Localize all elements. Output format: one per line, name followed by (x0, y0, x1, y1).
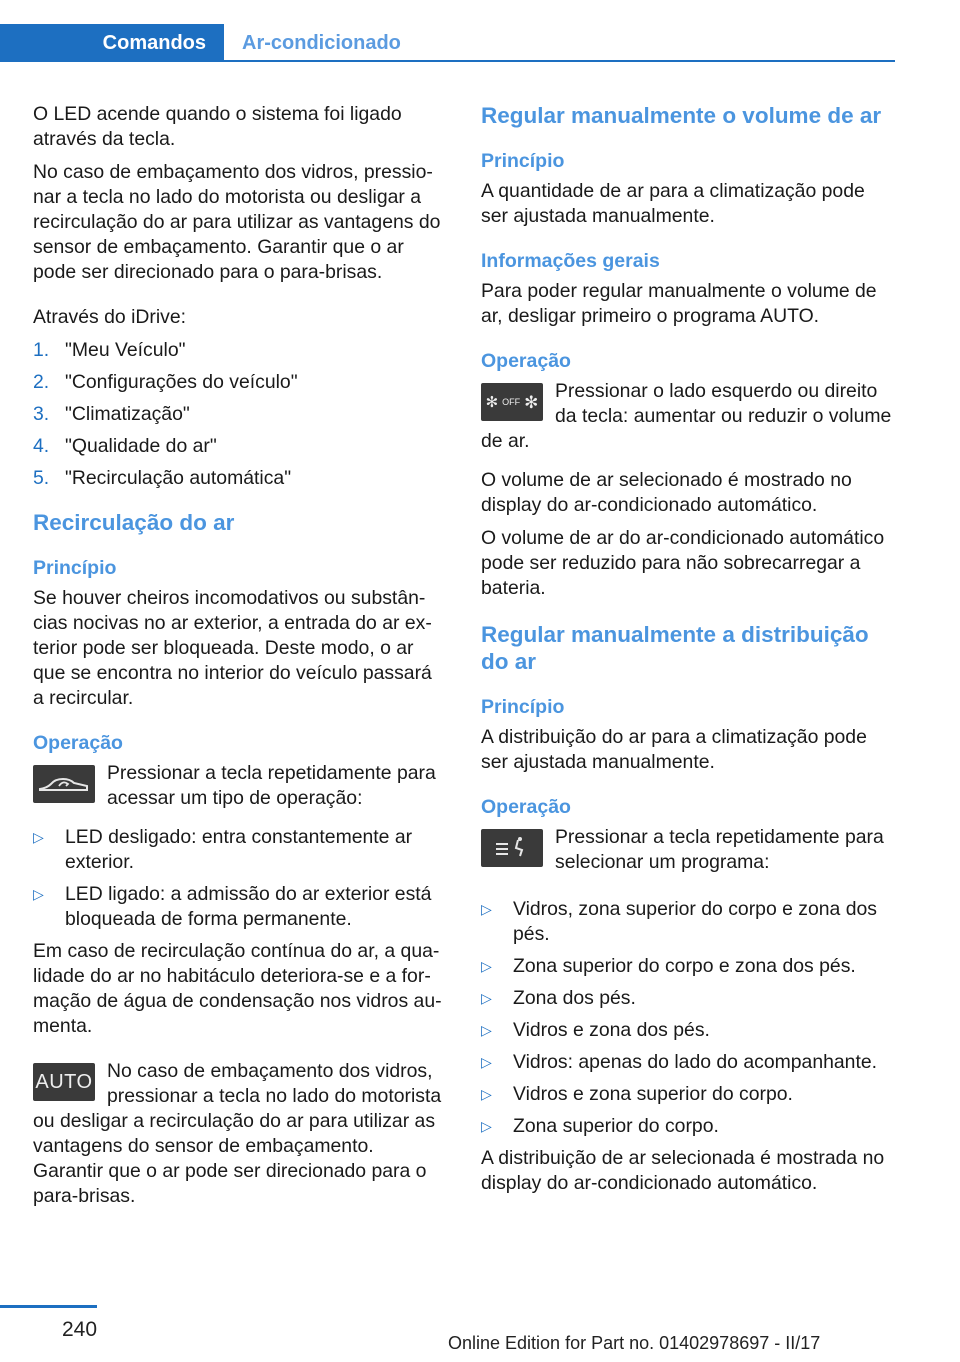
fan-large-icon: ✻ (524, 392, 539, 412)
step-item (33, 370, 447, 395)
step-item (33, 402, 447, 427)
list-item (481, 986, 895, 1011)
idrive-steps (33, 338, 447, 491)
subheading-operacao: Operação (481, 350, 571, 372)
header-rule (0, 60, 895, 62)
step-number: 3. (33, 403, 50, 425)
list-item-text: Zona superior do corpo e zona dos pés. (513, 955, 856, 977)
step-text: "Recirculação automática" (65, 467, 292, 489)
list-item-text: Vidros e zona superior do corpo. (513, 1083, 793, 1105)
air-distribution-key-icon (481, 829, 543, 867)
air-distribution-icon (492, 836, 532, 860)
step-text: "Climatização" (65, 403, 190, 425)
edition-footer: Online Edition for Part no. 01402978697 - II/17 (448, 1333, 821, 1353)
paragraph-operacao-volume: Pressionar o lado esquerdo ou direito da tecla: aumentar ou reduzir o volume de ar. (481, 380, 892, 452)
list-item-text: Vidros, zona superior do corpo e zona dos pés. (513, 898, 877, 945)
step-item (33, 338, 447, 363)
paragraph-embacamento: No caso de embaçamento dos vidros, pressionar a tecla no lado do motorista ou desligar a recirculação do ar para utilizar as vantagens do sensor de embaçamento. Garantir que o ar pode ser direcionado para o para-brisas. (33, 161, 441, 283)
paragraph-auto: No caso de embaçamento dos vidros, pressionar a tecla no lado do motorista ou desligar a recirculação do ar para utilizar as vantagens do sensor de embaçamento. Garantir que o ar pode ser direcionado para o para-brisas. (33, 1060, 442, 1207)
paragraph-principio: Se houver cheiros incomodativos ou substâncias nocivas no ar exterior, a entrada do ar exterior pode ser bloqueada. Deste modo, o ar que se encontra no interior do veículo passará a recircular. (33, 587, 432, 709)
list-item-text: Zona superior do corpo. (513, 1115, 719, 1137)
left-column (33, 102, 447, 1223)
paragraph-operacao: Pressionar a tecla repetidamente para acessar um tipo de operação: (107, 762, 436, 809)
page-header (0, 0, 960, 62)
list-item (481, 1050, 895, 1075)
auto-key-label: AUTO (35, 1070, 93, 1093)
header-tab-ar-condicionado: Ar-condicionado (242, 31, 401, 54)
step-item (33, 434, 447, 459)
right-column (481, 102, 895, 1204)
triangle-bullet-icon: ▷ (33, 829, 44, 845)
paragraph-operacao-distribuicao: Pressionar a tecla repetidamente para selecionar um programa: (555, 826, 884, 873)
step-number: 4. (33, 435, 50, 457)
program-list (481, 897, 895, 1139)
heading-distribuicao-ar: Regular manualmente a distribuição do ar (481, 622, 869, 674)
triangle-bullet-icon: ▷ (481, 1022, 492, 1038)
heading-volume-ar: Regular manualmente o volume de ar (481, 103, 882, 128)
paragraph-distribuicao-display: A distribuição de ar selecionada é mostrada no display do ar-condicionado automático. (481, 1147, 885, 1194)
list-item (481, 897, 895, 947)
triangle-bullet-icon: ▷ (481, 958, 492, 974)
fan-key-off-label: OFF (502, 396, 521, 407)
paragraph-volume-bateria: O volume de ar do ar-condicionado automático pode ser reduzido para não sobrecarregar a bateria. (481, 527, 885, 599)
paragraph-principio-volume: A quantidade de ar para a climatização pode ser ajustada manualmente. (481, 180, 865, 227)
triangle-bullet-icon: ▷ (481, 901, 492, 917)
subheading-operacao: Operação (481, 796, 571, 818)
distribution-key-row (481, 825, 895, 883)
led-states-list (33, 825, 447, 932)
subheading-principio: Princípio (481, 150, 565, 172)
paragraph-principio-distribuicao: A distribuição do ar para a climatização pode ser ajustada manualmente. (481, 726, 867, 773)
list-item-text: LED desligado: entra constantemente ar exterior. (65, 826, 413, 873)
paragraph-recirculacao-continua: Em caso de recirculação contínua do ar, a qualidade do ar no habitáculo deteriora-se e a formação de água de condensação nos vidros aumenta. (33, 940, 442, 1037)
step-text: "Meu Veículo" (65, 339, 186, 361)
list-item-text: Vidros: apenas do lado do acompanhante. (513, 1051, 878, 1073)
auto-key-icon (33, 1063, 95, 1101)
auto-key-row (33, 1059, 447, 1217)
recirculation-icon (33, 765, 95, 803)
step-text: "Configurações do veículo" (65, 371, 298, 393)
list-item (481, 954, 895, 979)
page-number: 240 (62, 1318, 98, 1341)
step-number: 5. (33, 467, 50, 489)
step-number: 1. (33, 339, 50, 361)
fan-key-row (481, 379, 895, 462)
recirc-key-row (33, 761, 447, 819)
subheading-informacoes-gerais: Informações gerais (481, 250, 660, 272)
subheading-operacao: Operação (33, 732, 123, 754)
list-item (481, 1114, 895, 1139)
fan-small-icon: ✻ (485, 393, 499, 411)
list-item-text: Vidros e zona dos pés. (513, 1019, 710, 1041)
list-item (33, 882, 447, 932)
list-item-text: Zona dos pés. (513, 987, 636, 1009)
step-text: "Qualidade do ar" (65, 435, 217, 457)
triangle-bullet-icon: ▷ (481, 1118, 492, 1134)
subheading-principio: Princípio (33, 557, 117, 579)
triangle-bullet-icon: ▷ (33, 886, 44, 902)
paragraph-volume-display: O volume de ar selecionado é mostrado no display do ar-condicionado automático. (481, 469, 852, 516)
list-item (481, 1018, 895, 1043)
header-tab-comandos: Comandos (0, 24, 224, 62)
car-recirculation-icon (37, 771, 91, 797)
triangle-bullet-icon: ▷ (481, 1054, 492, 1070)
triangle-bullet-icon: ▷ (481, 990, 492, 1006)
list-item-text: LED ligado: a admissão do ar exterior está bloqueada de forma permanente. (65, 883, 432, 930)
fan-volume-key-icon (481, 383, 543, 421)
list-item (33, 825, 447, 875)
step-item (33, 466, 447, 491)
heading-recirculacao: Recirculação do ar (33, 510, 235, 535)
triangle-bullet-icon: ▷ (481, 1086, 492, 1102)
paragraph-led: O LED acende quando o sistema foi ligado através da tecla. (33, 103, 402, 150)
footer-rule (0, 1305, 97, 1308)
list-item (481, 1082, 895, 1107)
step-number: 2. (33, 371, 50, 393)
subheading-principio: Princípio (481, 696, 565, 718)
paragraph-informacoes: Para poder regular manualmente o volume de ar, desligar primeiro o programa AUTO. (481, 280, 877, 327)
paragraph-idrive: Através do iDrive: (33, 306, 187, 328)
